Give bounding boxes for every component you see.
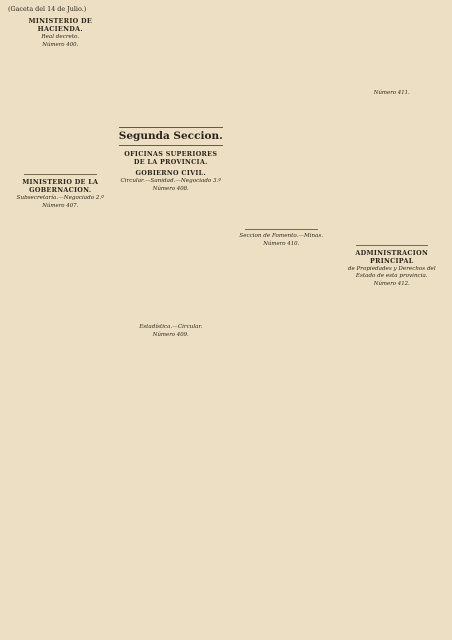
paragraph (229, 82, 334, 89)
col4-top-body (340, 14, 445, 89)
paragraph (340, 29, 445, 36)
col4-411-body (340, 99, 445, 242)
paragraph (119, 67, 224, 74)
paragraph (119, 301, 224, 308)
paragraph (229, 272, 334, 279)
paragraph (340, 205, 445, 212)
paragraph (340, 220, 445, 227)
paragraph (340, 320, 445, 327)
paragraph (119, 113, 224, 120)
paragraph (340, 14, 445, 21)
paragraph (229, 60, 334, 67)
paragraph (229, 287, 334, 294)
paragraph (8, 280, 113, 287)
paragraph (340, 434, 445, 441)
paragraph (340, 75, 445, 82)
number-409: Número 409. (152, 332, 189, 338)
paragraph (119, 60, 224, 67)
paragraph (340, 174, 445, 181)
paragraph (229, 189, 334, 196)
paragraph (340, 190, 445, 197)
paragraph (119, 90, 224, 97)
paragraph (119, 294, 224, 301)
paragraph (8, 96, 113, 103)
paragraph (119, 286, 224, 293)
number-400: Número 400. (42, 42, 79, 48)
paragraph (8, 257, 113, 264)
paragraph (340, 411, 445, 418)
paragraph (229, 105, 334, 112)
paragraph (229, 143, 334, 150)
paragraph (119, 44, 224, 51)
paragraph (340, 305, 445, 312)
paragraph (340, 365, 445, 372)
paragraph (8, 310, 113, 317)
paragraph (119, 82, 224, 89)
paragraph (8, 89, 113, 96)
number-411: Número 411. (373, 89, 410, 96)
paragraph (8, 104, 113, 111)
paragraph (229, 158, 334, 165)
paragraph (229, 52, 334, 59)
paragraph (229, 325, 334, 332)
paragraph (229, 204, 334, 211)
paragraph (340, 327, 445, 334)
paragraph (8, 318, 113, 325)
paragraph (119, 233, 224, 240)
paragraph (340, 350, 445, 357)
paragraph (340, 114, 445, 121)
paragraph (340, 312, 445, 319)
column-4 (340, 14, 445, 632)
subheading-seccion-fomento-minas: Seccion de Fomento.—Minas. (239, 232, 324, 239)
paragraph (8, 157, 113, 164)
paragraph (8, 242, 113, 249)
paragraph (229, 22, 334, 29)
paragraph (8, 127, 113, 134)
paragraph (229, 120, 334, 127)
paragraph (8, 250, 113, 257)
paragraph (8, 219, 113, 226)
paragraph (229, 318, 334, 325)
paragraph (8, 149, 113, 156)
paragraph (229, 219, 334, 226)
paragraph (229, 333, 334, 340)
paragraph (229, 356, 334, 363)
column-2 (119, 14, 224, 632)
paragraph (229, 37, 334, 44)
paragraph (340, 152, 445, 159)
paragraph (119, 348, 224, 355)
paragraph (229, 371, 334, 378)
paragraph (119, 240, 224, 247)
paragraph (8, 303, 113, 310)
number-407: Número 407. (42, 203, 79, 210)
paragraph (340, 358, 445, 365)
paragraph (229, 166, 334, 173)
paragraph (8, 326, 113, 333)
heading-oficinas: OFICINAS SUPERIORES DE LA PROVINCIA. (124, 150, 218, 167)
col2-stat-body (119, 341, 224, 370)
paragraph (229, 363, 334, 370)
paragraph (119, 203, 224, 210)
paragraph (229, 90, 334, 97)
paragraph (229, 340, 334, 347)
col3-mines-body (229, 249, 334, 377)
masthead (8, 6, 444, 13)
paragraph (340, 373, 445, 380)
paragraph (119, 363, 224, 370)
col2-top-body (119, 14, 224, 119)
heading-ministerio-gobernacion: MINISTERIO DE LA GOBERNACION. (22, 178, 99, 195)
paragraph (340, 22, 445, 29)
heading-ministerio-hacienda: MINISTERIO DE HACIENDA. (28, 17, 93, 33)
masthead-left: (Gaceta del 14 de Julio.) (8, 5, 87, 13)
paragraph (119, 271, 224, 278)
divider (245, 229, 318, 230)
paragraph (340, 228, 445, 235)
number-410: Número 410. (263, 240, 300, 247)
paragraph (229, 173, 334, 180)
paragraph (119, 316, 224, 323)
paragraph (8, 111, 113, 118)
paragraph (8, 81, 113, 88)
paragraph (340, 82, 445, 89)
paragraph (340, 106, 445, 113)
paragraph (340, 343, 445, 350)
divider (24, 174, 97, 175)
paragraph (119, 52, 224, 59)
paragraph (119, 29, 224, 36)
col3-top-body (229, 14, 334, 226)
subheading-real-decreto: Real decreto. (41, 34, 80, 40)
paragraph (340, 441, 445, 448)
paragraph (229, 211, 334, 218)
paragraph (340, 52, 445, 59)
paragraph (229, 348, 334, 355)
paragraph (340, 67, 445, 74)
paragraph (8, 212, 113, 219)
subheading-estadistica: Estadística.—Circular. (139, 324, 203, 330)
paragraph (119, 75, 224, 82)
paragraph (229, 295, 334, 302)
paragraph (340, 44, 445, 51)
paragraph (119, 195, 224, 202)
paragraph (8, 265, 113, 272)
paragraph (8, 119, 113, 126)
subheading-propiedades: de Propiedades y Derechos del Estado de esta provincia. (347, 265, 436, 279)
paragraph (8, 165, 113, 172)
paragraph (119, 225, 224, 232)
paragraph (229, 128, 334, 135)
paragraph (8, 227, 113, 234)
paragraph (8, 134, 113, 141)
paragraph (119, 218, 224, 225)
paragraph (340, 381, 445, 388)
heading-segunda-seccion: Segunda Seccion. (119, 127, 224, 146)
paragraph (229, 196, 334, 203)
paragraph (119, 278, 224, 285)
paragraph (229, 280, 334, 287)
paragraph (340, 137, 445, 144)
paragraph (119, 248, 224, 255)
paragraph (340, 235, 445, 242)
heading-administracion-principal: ADMINISTRACION PRINCIPAL (355, 248, 429, 265)
paragraph (229, 29, 334, 36)
paragraph (229, 98, 334, 105)
paragraph (229, 44, 334, 51)
subheading-subsecretaria: Subsecretaría.—Negociado 2.º (16, 195, 104, 202)
paragraph (119, 341, 224, 348)
paragraph (340, 403, 445, 410)
paragraph (340, 167, 445, 174)
paragraph (229, 151, 334, 158)
col2-main-body (119, 195, 224, 323)
paragraph (229, 113, 334, 120)
paragraph (340, 426, 445, 433)
paragraph (119, 356, 224, 363)
paragraph (340, 129, 445, 136)
paragraph (229, 75, 334, 82)
paragraph (119, 37, 224, 44)
paragraph (340, 388, 445, 395)
paragraph (340, 419, 445, 426)
paragraph (229, 264, 334, 271)
paragraph (119, 309, 224, 316)
paragraph (340, 159, 445, 166)
paragraph (8, 288, 113, 295)
paragraph (119, 105, 224, 112)
paragraph (340, 396, 445, 403)
paragraph (229, 302, 334, 309)
columns (8, 14, 444, 632)
paragraph (8, 66, 113, 73)
paragraph (229, 67, 334, 74)
divider (356, 245, 429, 246)
paragraph (119, 210, 224, 217)
paragraph (119, 22, 224, 29)
paragraph (340, 335, 445, 342)
paragraph (340, 37, 445, 44)
paragraph (229, 14, 334, 21)
paragraph (340, 197, 445, 204)
paragraph (8, 142, 113, 149)
paragraph (229, 136, 334, 143)
number-408: Número 408. (152, 186, 189, 193)
paragraph (119, 256, 224, 263)
paragraph (340, 99, 445, 106)
paragraph (8, 58, 113, 65)
paragraph (229, 310, 334, 317)
paragraph (8, 51, 113, 58)
paragraph (340, 144, 445, 151)
subheading-circular-sanidad: Circular.—Sanidad.—Negociado 3.º (120, 178, 222, 185)
paragraph (8, 333, 113, 340)
paragraph (119, 263, 224, 270)
paragraph (340, 212, 445, 219)
paragraph (340, 182, 445, 189)
paragraph (8, 295, 113, 302)
column-3 (229, 14, 334, 632)
col1-section1-body (8, 51, 113, 172)
heading-gobierno-civil: GOBIERNO CIVIL. (135, 169, 206, 178)
paragraph (340, 60, 445, 67)
paragraph (119, 14, 224, 21)
paragraph (229, 181, 334, 188)
paragraph (8, 272, 113, 279)
paragraph (8, 73, 113, 80)
col4-412-body (340, 289, 445, 447)
paragraph (340, 121, 445, 128)
number-412: Número 412. (373, 280, 410, 287)
col1-section2-body (8, 212, 113, 340)
paragraph (229, 257, 334, 264)
column-1 (8, 14, 113, 632)
paragraph (340, 297, 445, 304)
paragraph (119, 98, 224, 105)
paragraph (8, 234, 113, 241)
paragraph (340, 289, 445, 296)
paragraph (229, 249, 334, 256)
